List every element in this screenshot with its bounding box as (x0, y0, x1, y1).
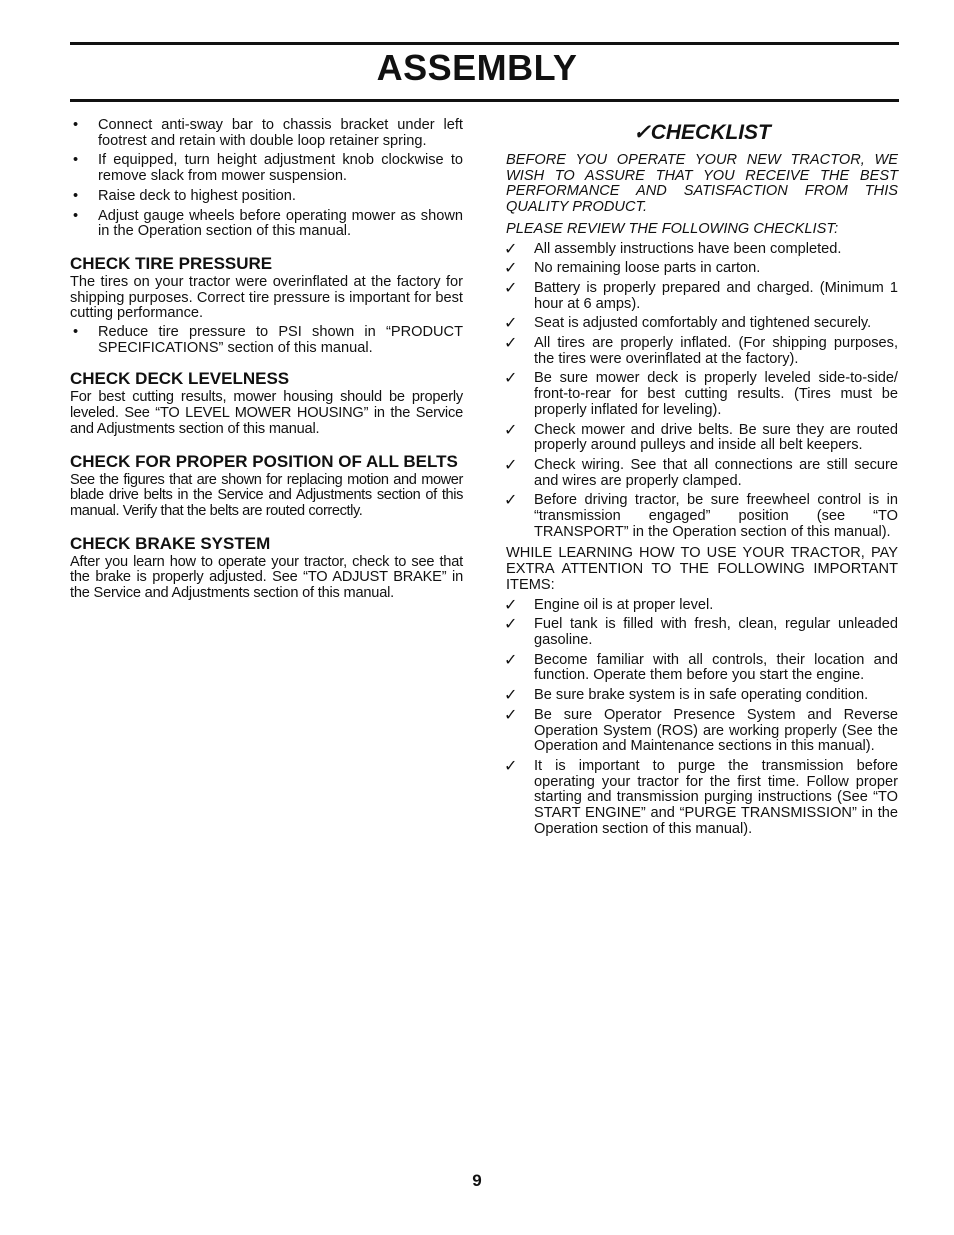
checkmark-icon: ✓ (504, 596, 518, 614)
right-column (506, 118, 898, 841)
tire-pressure-heading: CHECK TIRE PRESSURE (70, 253, 273, 273)
checklist-item (506, 598, 898, 614)
checkmark-icon: ✓ (504, 616, 518, 634)
intro-bullet-list (70, 118, 463, 240)
checkmark-icon: ✓ (504, 492, 518, 510)
checklist-item-text: Before driving tractor, be sure freewheel control is in “transmission engaged” position (see “TO TRANSPORT” in the Operation section of this manual). (534, 492, 898, 540)
checkmark-icon: ✓ (504, 260, 518, 278)
checklist-item (506, 281, 898, 312)
checklist-review-line: PLEASE REVIEW THE FOLLOWING CHECKLIST: (506, 220, 839, 237)
checkmark-icon: ✓ (504, 279, 518, 297)
checklist-item-text: All assembly instructions have been completed. (534, 240, 842, 257)
checklist-item-text: It is important to purge the transmission before operating your tractor for the first time. Follow proper starting and transmission purging instructions (See “TO START ENGINE” and “PURGE TRANSMISSION” in the Operation section of this manual). (534, 757, 898, 837)
checklist-item (506, 708, 898, 755)
checklist-item (506, 493, 898, 540)
checklist-item-text: Engine oil is at proper level. (534, 596, 714, 613)
checklist-item (506, 261, 898, 277)
checklist-item-text: Be sure brake system is in safe operating condition. (534, 687, 869, 704)
top-rule (70, 42, 899, 45)
checklist-item (506, 653, 898, 684)
bullet-icon: • (73, 187, 79, 204)
checkmark-icon: ✓ (504, 651, 518, 669)
tire-pressure-text: The tires on your tractor were overinflated at the factory for shipping purposes. Correct tire pressure is important for best cutting performance. (70, 273, 463, 322)
page-title: ASSEMBLY (376, 47, 578, 88)
brake-system-heading: CHECK BRAKE SYSTEM (70, 533, 271, 553)
deck-levelness-text: For best cutting results, mower housing should be properly leveled. See “TO LEVEL MOWER HOUSING” in the Service and Adjustments section of this manual. (70, 389, 463, 437)
bullet-icon: • (73, 117, 79, 133)
tire-pressure-bullets (70, 325, 463, 356)
list-item: • Connect anti-sway bar to chassis bracket under left footrest and retain with double loop retainer spring. (73, 117, 463, 149)
checklist-item (506, 458, 898, 489)
checklist-item-text: Check mower and drive belts. Be sure they are routed properly around pulleys and inside all belt keepers. (534, 421, 898, 454)
list-item: • Adjust gauge wheels before operating mower as shown in the Operation section of this manual. (73, 207, 463, 240)
checkmark-icon: ✓ (504, 335, 518, 353)
title-underline (70, 99, 899, 102)
brake-system-text: After you learn how to operate your tractor, check to see that the brake is properly adjusted. See “TO ADJUST BRAKE” in the Service and Adjustments section of this manual. (70, 553, 463, 602)
list-item: • Reduce tire pressure to PSI shown in “PRODUCT SPECIFICATIONS” section of this manual. (73, 324, 463, 356)
checklist-item-text: No remaining loose parts in carton. (534, 260, 761, 277)
checklist-item (506, 371, 898, 418)
checklist-item (506, 242, 898, 258)
belts-text: See the figures that are shown for replacing motion and mower blade drive belts in the Service and Adjustments section of this manual. Verify that the belts are routed correctly. (70, 471, 463, 519)
checkmark-icon: ✓ (504, 370, 518, 388)
left-column (70, 118, 463, 602)
bullet-icon: • (73, 207, 79, 224)
list-item: • If equipped, turn height adjustment knob clockwise to remove slack from mower suspension. (73, 152, 463, 185)
checkmark-icon: ✓ (504, 706, 518, 724)
bullet-icon: • (73, 152, 79, 169)
checklist-item-text: Be sure mower deck is properly leveled side-to-side/ front-to-rear for best cutting results. (Tires must be properly inflated for leveling). (534, 370, 898, 418)
checklist-item-text: Become familiar with all controls, their location and function. Operate them before you start the engine. (534, 651, 898, 684)
checklist-item-text: Seat is adjusted comfortably and tightened securely. (534, 315, 872, 332)
checklist-item (506, 688, 898, 704)
list-item: • Raise deck to highest position. (73, 187, 296, 204)
learning-intro: WHILE LEARNING HOW TO USE YOUR TRACTOR, PAY EXTRA ATTENTION TO THE FOLLOWING IMPORTANT ITEMS: (506, 545, 898, 593)
bullet-icon: • (73, 324, 79, 341)
checklist-item (506, 617, 898, 648)
checklist-heading: ✓CHECKLIST (633, 121, 771, 144)
checklist-item (506, 759, 898, 838)
checkmark-icon: ✓ (504, 421, 518, 439)
page-number: 9 (472, 1171, 482, 1190)
checklist-item-text: All tires are properly inflated. (For shipping purposes, the tires were overinflated at the factory). (534, 335, 898, 367)
checkmark-icon: ✓ (504, 240, 518, 258)
checklist-item-text: Fuel tank is filled with fresh, clean, regular unleaded gasoline. (534, 616, 898, 648)
deck-levelness-heading: CHECK DECK LEVELNESS (70, 369, 290, 389)
attention-items (506, 598, 898, 838)
checkmark-icon: ✓ (504, 315, 518, 333)
checkmark-icon: ✓ (504, 757, 518, 775)
checklist-item-text: Be sure Operator Presence System and Reverse Operation System (ROS) are working properly (See the Operation and Maintenance sections in this manual). (534, 706, 898, 755)
checkmark-icon: ✓ (504, 687, 518, 705)
checklist-item (506, 316, 898, 332)
checklist-intro: BEFORE YOU OPERATE YOUR NEW TRACTOR, WE WISH TO ASSURE THAT YOU RECEIVE THE BEST PERFORMANCE AND SATISFACTION FROM THIS QUALITY PRODUCT. (506, 152, 898, 216)
checklist-item (506, 336, 898, 367)
checklist-items (506, 242, 898, 541)
checklist-item-text: Battery is properly prepared and charged. (Minimum 1 hour at 6 amps). (534, 279, 898, 312)
checklist-item (506, 423, 898, 454)
belts-heading: CHECK FOR PROPER POSITION OF ALL BELTS (70, 451, 458, 471)
checkmark-icon: ✓ (504, 456, 518, 474)
checklist-item-text: Check wiring. See that all connections are still secure and wires are properly clamped. (534, 456, 898, 489)
